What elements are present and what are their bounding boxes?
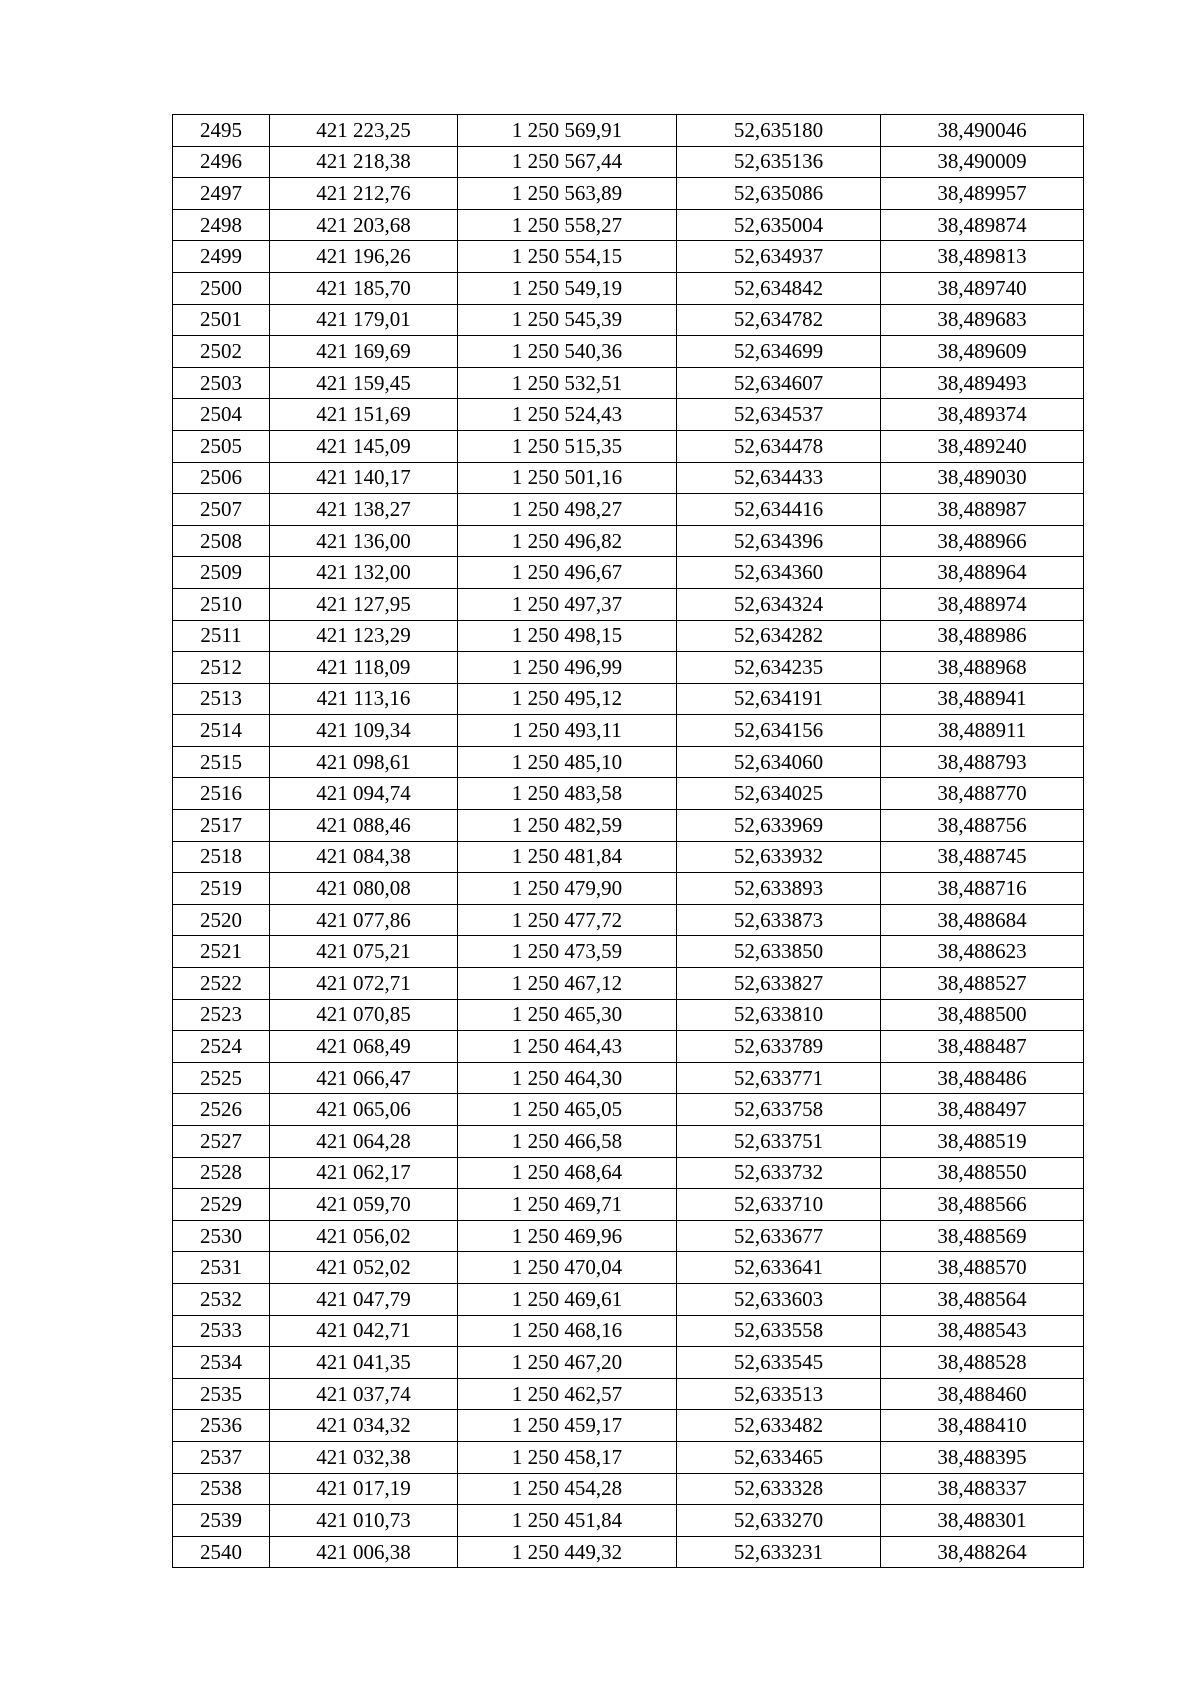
latitude-cell: 52,633751 [677,1126,881,1158]
x-coordinate-cell: 421 212,76 [270,178,458,210]
longitude-cell: 38,488527 [881,968,1084,1000]
y-coordinate-cell: 1 250 451,84 [458,1505,677,1537]
longitude-cell: 38,488564 [881,1283,1084,1315]
y-coordinate-cell: 1 250 481,84 [458,841,677,873]
point-number-cell: 2503 [173,367,270,399]
y-coordinate-cell: 1 250 468,64 [458,1157,677,1189]
longitude-cell: 38,488974 [881,588,1084,620]
y-coordinate-cell: 1 250 496,67 [458,557,677,589]
x-coordinate-cell: 421 196,26 [270,241,458,273]
y-coordinate-cell: 1 250 469,71 [458,1189,677,1221]
longitude-cell: 38,488569 [881,1220,1084,1252]
x-coordinate-cell: 421 017,19 [270,1473,458,1505]
point-number-cell: 2518 [173,841,270,873]
longitude-cell: 38,488460 [881,1378,1084,1410]
longitude-cell: 38,488410 [881,1410,1084,1442]
latitude-cell: 52,633231 [677,1536,881,1568]
table-row [173,1505,1084,1537]
table-row [173,968,1084,1000]
y-coordinate-cell: 1 250 567,44 [458,146,677,178]
y-coordinate-cell: 1 250 479,90 [458,873,677,905]
x-coordinate-cell: 421 052,02 [270,1252,458,1284]
point-number-cell: 2515 [173,746,270,778]
table-row [173,936,1084,968]
point-number-cell: 2535 [173,1378,270,1410]
point-number-cell: 2497 [173,178,270,210]
y-coordinate-cell: 1 250 545,39 [458,304,677,336]
table-row [173,841,1084,873]
latitude-cell: 52,635004 [677,209,881,241]
point-number-cell: 2507 [173,494,270,526]
latitude-cell: 52,634396 [677,525,881,557]
latitude-cell: 52,635136 [677,146,881,178]
latitude-cell: 52,634433 [677,462,881,494]
longitude-cell: 38,488966 [881,525,1084,557]
latitude-cell: 52,634156 [677,715,881,747]
x-coordinate-cell: 421 109,34 [270,715,458,747]
table-row [173,209,1084,241]
point-number-cell: 2499 [173,241,270,273]
x-coordinate-cell: 421 123,29 [270,620,458,652]
point-number-cell: 2513 [173,683,270,715]
x-coordinate-cell: 421 047,79 [270,1283,458,1315]
y-coordinate-cell: 1 250 467,12 [458,968,677,1000]
table-row [173,336,1084,368]
longitude-cell: 38,488756 [881,810,1084,842]
table-row [173,715,1084,747]
x-coordinate-cell: 421 068,49 [270,1031,458,1063]
table-row [173,1315,1084,1347]
point-number-cell: 2536 [173,1410,270,1442]
latitude-cell: 52,633893 [677,873,881,905]
x-coordinate-cell: 421 098,61 [270,746,458,778]
point-number-cell: 2526 [173,1094,270,1126]
table-row [173,115,1084,147]
table-row [173,1220,1084,1252]
longitude-cell: 38,488570 [881,1252,1084,1284]
x-coordinate-cell: 421 059,70 [270,1189,458,1221]
x-coordinate-cell: 421 070,85 [270,999,458,1031]
table-row [173,367,1084,399]
latitude-cell: 52,633328 [677,1473,881,1505]
table-row [173,873,1084,905]
table-row [173,1378,1084,1410]
point-number-cell: 2511 [173,620,270,652]
longitude-cell: 38,488301 [881,1505,1084,1537]
y-coordinate-cell: 1 250 549,19 [458,272,677,304]
longitude-cell: 38,488543 [881,1315,1084,1347]
point-number-cell: 2531 [173,1252,270,1284]
x-coordinate-cell: 421 056,02 [270,1220,458,1252]
longitude-cell: 38,489609 [881,336,1084,368]
latitude-cell: 52,634282 [677,620,881,652]
point-number-cell: 2528 [173,1157,270,1189]
table-row [173,1189,1084,1221]
table-row [173,1157,1084,1189]
x-coordinate-cell: 421 066,47 [270,1062,458,1094]
point-number-cell: 2520 [173,904,270,936]
latitude-cell: 52,633270 [677,1505,881,1537]
x-coordinate-cell: 421 034,32 [270,1410,458,1442]
table-row [173,683,1084,715]
latitude-cell: 52,633465 [677,1441,881,1473]
latitude-cell: 52,633932 [677,841,881,873]
y-coordinate-cell: 1 250 563,89 [458,178,677,210]
longitude-cell: 38,488623 [881,936,1084,968]
latitude-cell: 52,634782 [677,304,881,336]
longitude-cell: 38,488500 [881,999,1084,1031]
table-row [173,241,1084,273]
latitude-cell: 52,633789 [677,1031,881,1063]
y-coordinate-cell: 1 250 558,27 [458,209,677,241]
x-coordinate-cell: 421 185,70 [270,272,458,304]
longitude-cell: 38,488987 [881,494,1084,526]
x-coordinate-cell: 421 094,74 [270,778,458,810]
table-row [173,1252,1084,1284]
point-number-cell: 2522 [173,968,270,1000]
table-row [173,1031,1084,1063]
x-coordinate-cell: 421 006,38 [270,1536,458,1568]
table-row [173,272,1084,304]
point-number-cell: 2517 [173,810,270,842]
latitude-cell: 52,633810 [677,999,881,1031]
point-number-cell: 2534 [173,1347,270,1379]
table-row [173,778,1084,810]
longitude-cell: 38,489374 [881,399,1084,431]
table-row [173,304,1084,336]
x-coordinate-cell: 421 203,68 [270,209,458,241]
latitude-cell: 52,634235 [677,652,881,684]
y-coordinate-cell: 1 250 554,15 [458,241,677,273]
x-coordinate-cell: 421 042,71 [270,1315,458,1347]
table-row [173,462,1084,494]
table-row [173,430,1084,462]
latitude-cell: 52,633771 [677,1062,881,1094]
longitude-cell: 38,490046 [881,115,1084,147]
x-coordinate-cell: 421 072,71 [270,968,458,1000]
latitude-cell: 52,634360 [677,557,881,589]
longitude-cell: 38,489740 [881,272,1084,304]
y-coordinate-cell: 1 250 464,30 [458,1062,677,1094]
point-number-cell: 2508 [173,525,270,557]
table-row [173,1126,1084,1158]
x-coordinate-cell: 421 088,46 [270,810,458,842]
y-coordinate-cell: 1 250 465,05 [458,1094,677,1126]
point-number-cell: 2495 [173,115,270,147]
y-coordinate-cell: 1 250 532,51 [458,367,677,399]
latitude-cell: 52,633710 [677,1189,881,1221]
x-coordinate-cell: 421 223,25 [270,115,458,147]
y-coordinate-cell: 1 250 466,58 [458,1126,677,1158]
y-coordinate-cell: 1 250 495,12 [458,683,677,715]
x-coordinate-cell: 421 145,09 [270,430,458,462]
table-row [173,1094,1084,1126]
point-number-cell: 2530 [173,1220,270,1252]
x-coordinate-cell: 421 077,86 [270,904,458,936]
point-number-cell: 2500 [173,272,270,304]
x-coordinate-cell: 421 084,38 [270,841,458,873]
table-row [173,1473,1084,1505]
x-coordinate-cell: 421 075,21 [270,936,458,968]
x-coordinate-cell: 421 218,38 [270,146,458,178]
longitude-cell: 38,490009 [881,146,1084,178]
x-coordinate-cell: 421 159,45 [270,367,458,399]
latitude-cell: 52,633758 [677,1094,881,1126]
latitude-cell: 52,633850 [677,936,881,968]
point-number-cell: 2527 [173,1126,270,1158]
longitude-cell: 38,488497 [881,1094,1084,1126]
latitude-cell: 52,633969 [677,810,881,842]
point-number-cell: 2502 [173,336,270,368]
y-coordinate-cell: 1 250 569,91 [458,115,677,147]
table-row [173,746,1084,778]
y-coordinate-cell: 1 250 467,20 [458,1347,677,1379]
y-coordinate-cell: 1 250 469,96 [458,1220,677,1252]
table-row [173,525,1084,557]
y-coordinate-cell: 1 250 524,43 [458,399,677,431]
point-number-cell: 2539 [173,1505,270,1537]
point-number-cell: 2525 [173,1062,270,1094]
y-coordinate-cell: 1 250 485,10 [458,746,677,778]
point-number-cell: 2538 [173,1473,270,1505]
y-coordinate-cell: 1 250 459,17 [458,1410,677,1442]
latitude-cell: 52,633873 [677,904,881,936]
y-coordinate-cell: 1 250 482,59 [458,810,677,842]
table-row [173,494,1084,526]
x-coordinate-cell: 421 037,74 [270,1378,458,1410]
latitude-cell: 52,634478 [677,430,881,462]
table-row [173,904,1084,936]
y-coordinate-cell: 1 250 501,16 [458,462,677,494]
longitude-cell: 38,488716 [881,873,1084,905]
latitude-cell: 52,633482 [677,1410,881,1442]
y-coordinate-cell: 1 250 496,82 [458,525,677,557]
x-coordinate-cell: 421 140,17 [270,462,458,494]
longitude-cell: 38,488684 [881,904,1084,936]
point-number-cell: 2501 [173,304,270,336]
latitude-cell: 52,634060 [677,746,881,778]
y-coordinate-cell: 1 250 515,35 [458,430,677,462]
point-number-cell: 2512 [173,652,270,684]
latitude-cell: 52,634324 [677,588,881,620]
point-number-cell: 2532 [173,1283,270,1315]
longitude-cell: 38,488550 [881,1157,1084,1189]
table-row [173,399,1084,431]
latitude-cell: 52,634607 [677,367,881,399]
point-number-cell: 2516 [173,778,270,810]
table-row [173,1062,1084,1094]
x-coordinate-cell: 421 118,09 [270,652,458,684]
point-number-cell: 2510 [173,588,270,620]
latitude-cell: 52,633732 [677,1157,881,1189]
point-number-cell: 2529 [173,1189,270,1221]
table-row [173,1536,1084,1568]
latitude-cell: 52,634842 [677,272,881,304]
longitude-cell: 38,488486 [881,1062,1084,1094]
latitude-cell: 52,634416 [677,494,881,526]
point-number-cell: 2505 [173,430,270,462]
longitude-cell: 38,488264 [881,1536,1084,1568]
table-row [173,557,1084,589]
y-coordinate-cell: 1 250 462,57 [458,1378,677,1410]
point-number-cell: 2524 [173,1031,270,1063]
point-number-cell: 2504 [173,399,270,431]
longitude-cell: 38,488941 [881,683,1084,715]
y-coordinate-cell: 1 250 468,16 [458,1315,677,1347]
table-row [173,1410,1084,1442]
y-coordinate-cell: 1 250 449,32 [458,1536,677,1568]
longitude-cell: 38,488793 [881,746,1084,778]
y-coordinate-cell: 1 250 470,04 [458,1252,677,1284]
latitude-cell: 52,634191 [677,683,881,715]
longitude-cell: 38,488986 [881,620,1084,652]
x-coordinate-cell: 421 138,27 [270,494,458,526]
latitude-cell: 52,633641 [677,1252,881,1284]
table-row [173,146,1084,178]
point-number-cell: 2533 [173,1315,270,1347]
coordinates-table-body [173,115,1084,1568]
longitude-cell: 38,489493 [881,367,1084,399]
longitude-cell: 38,488911 [881,715,1084,747]
y-coordinate-cell: 1 250 477,72 [458,904,677,936]
y-coordinate-cell: 1 250 465,30 [458,999,677,1031]
longitude-cell: 38,489813 [881,241,1084,273]
y-coordinate-cell: 1 250 493,11 [458,715,677,747]
x-coordinate-cell: 421 136,00 [270,525,458,557]
point-number-cell: 2509 [173,557,270,589]
point-number-cell: 2540 [173,1536,270,1568]
x-coordinate-cell: 421 151,69 [270,399,458,431]
longitude-cell: 38,489683 [881,304,1084,336]
latitude-cell: 52,633827 [677,968,881,1000]
x-coordinate-cell: 421 064,28 [270,1126,458,1158]
table-row [173,1283,1084,1315]
longitude-cell: 38,488964 [881,557,1084,589]
y-coordinate-cell: 1 250 454,28 [458,1473,677,1505]
y-coordinate-cell: 1 250 473,59 [458,936,677,968]
longitude-cell: 38,488745 [881,841,1084,873]
longitude-cell: 38,488487 [881,1031,1084,1063]
longitude-cell: 38,488566 [881,1189,1084,1221]
table-row [173,652,1084,684]
longitude-cell: 38,488968 [881,652,1084,684]
y-coordinate-cell: 1 250 483,58 [458,778,677,810]
coordinates-table [172,114,1084,1568]
latitude-cell: 52,633513 [677,1378,881,1410]
x-coordinate-cell: 421 179,01 [270,304,458,336]
x-coordinate-cell: 421 080,08 [270,873,458,905]
point-number-cell: 2498 [173,209,270,241]
point-number-cell: 2537 [173,1441,270,1473]
latitude-cell: 52,634537 [677,399,881,431]
x-coordinate-cell: 421 062,17 [270,1157,458,1189]
x-coordinate-cell: 421 132,00 [270,557,458,589]
x-coordinate-cell: 421 032,38 [270,1441,458,1473]
latitude-cell: 52,633677 [677,1220,881,1252]
y-coordinate-cell: 1 250 540,36 [458,336,677,368]
longitude-cell: 38,488337 [881,1473,1084,1505]
longitude-cell: 38,489030 [881,462,1084,494]
y-coordinate-cell: 1 250 498,27 [458,494,677,526]
point-number-cell: 2496 [173,146,270,178]
longitude-cell: 38,489240 [881,430,1084,462]
table-row [173,588,1084,620]
latitude-cell: 52,634937 [677,241,881,273]
longitude-cell: 38,489874 [881,209,1084,241]
table-row [173,1347,1084,1379]
y-coordinate-cell: 1 250 496,99 [458,652,677,684]
longitude-cell: 38,488395 [881,1441,1084,1473]
latitude-cell: 52,634025 [677,778,881,810]
latitude-cell: 52,635180 [677,115,881,147]
table-row [173,1441,1084,1473]
latitude-cell: 52,633603 [677,1283,881,1315]
table-row [173,810,1084,842]
longitude-cell: 38,489957 [881,178,1084,210]
x-coordinate-cell: 421 010,73 [270,1505,458,1537]
y-coordinate-cell: 1 250 464,43 [458,1031,677,1063]
table-row [173,999,1084,1031]
table-row [173,178,1084,210]
longitude-cell: 38,488770 [881,778,1084,810]
latitude-cell: 52,634699 [677,336,881,368]
latitude-cell: 52,633545 [677,1347,881,1379]
y-coordinate-cell: 1 250 458,17 [458,1441,677,1473]
longitude-cell: 38,488528 [881,1347,1084,1379]
y-coordinate-cell: 1 250 469,61 [458,1283,677,1315]
latitude-cell: 52,635086 [677,178,881,210]
x-coordinate-cell: 421 169,69 [270,336,458,368]
point-number-cell: 2506 [173,462,270,494]
latitude-cell: 52,633558 [677,1315,881,1347]
point-number-cell: 2523 [173,999,270,1031]
point-number-cell: 2514 [173,715,270,747]
y-coordinate-cell: 1 250 498,15 [458,620,677,652]
y-coordinate-cell: 1 250 497,37 [458,588,677,620]
x-coordinate-cell: 421 041,35 [270,1347,458,1379]
x-coordinate-cell: 421 065,06 [270,1094,458,1126]
table-row [173,620,1084,652]
x-coordinate-cell: 421 113,16 [270,683,458,715]
x-coordinate-cell: 421 127,95 [270,588,458,620]
point-number-cell: 2519 [173,873,270,905]
point-number-cell: 2521 [173,936,270,968]
longitude-cell: 38,488519 [881,1126,1084,1158]
